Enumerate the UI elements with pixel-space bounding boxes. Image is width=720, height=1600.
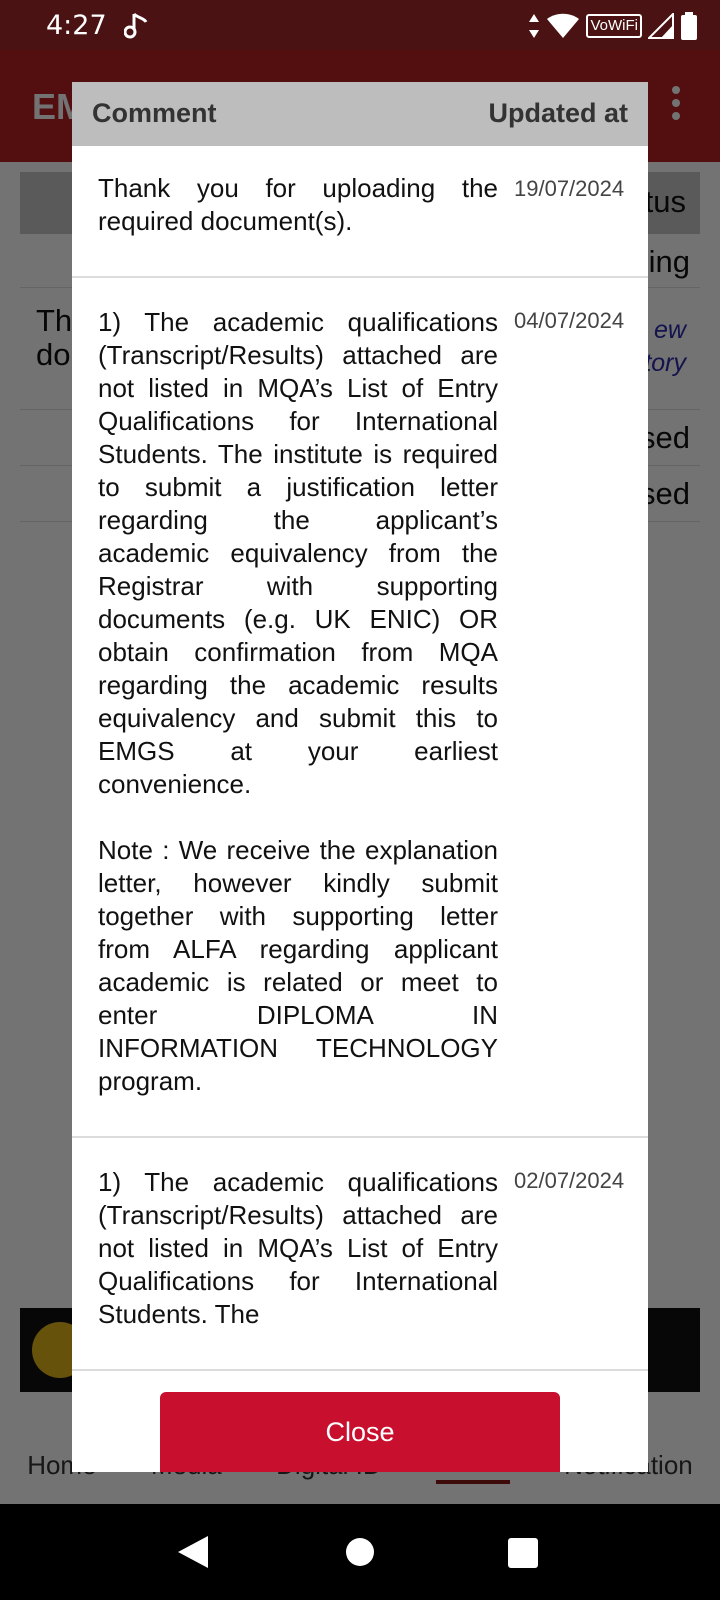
comment-row bbox=[72, 278, 648, 1138]
wifi-icon bbox=[546, 13, 580, 39]
comment-list[interactable] bbox=[72, 146, 648, 1434]
status-time: 4:27 bbox=[46, 10, 107, 41]
status-bar bbox=[0, 0, 720, 50]
system-navigation-bar bbox=[0, 1504, 720, 1600]
signal-icon bbox=[648, 13, 674, 39]
comment-date: 19/07/2024 bbox=[514, 176, 625, 201]
comment-column-header: Comment bbox=[92, 98, 217, 128]
comment-date: 04/07/2024 bbox=[514, 308, 625, 333]
comment-row bbox=[72, 1138, 648, 1371]
close-button[interactable]: Close bbox=[160, 1392, 560, 1472]
home-icon[interactable] bbox=[346, 1538, 374, 1566]
comment-text: 1) The academic qualifications (Transcript/Results) attached are not listed in MQA’s List of Entry Qualifications for International Students. The bbox=[98, 1167, 498, 1329]
music-note-icon bbox=[124, 12, 150, 40]
comment-history-dialog bbox=[72, 82, 648, 1472]
updated-at-column-header: Updated at bbox=[488, 98, 628, 128]
back-icon[interactable] bbox=[176, 1535, 210, 1569]
data-arrows-icon bbox=[528, 13, 540, 39]
comment-text: 1) The academic qualifications (Transcript/Results) attached are not listed in MQA’s List of Entry Qualifications for International Students. The institute is required to submit a justification letter regarding the applicant’s academic equivalency from the Registrar with supporting documents (e.g. UK ENIC) OR obtain confirmation from MQA regarding the academic results equivalency and submit this to EMGS at your earliest convenience. Note : We receive the explanation letter, however kindly submit together with supporting letter from ALFA regarding applicant academic is related or meet to enter DIPLOMA IN INFORMATION TECHNOLOGY program. bbox=[98, 307, 498, 1096]
battery-icon bbox=[680, 12, 698, 40]
comment-text: Thank you for uploading the required document(s). bbox=[98, 173, 498, 236]
vowifi-badge: VoWiFi bbox=[586, 14, 642, 38]
comment-date: 02/07/2024 bbox=[514, 1168, 625, 1193]
comment-row bbox=[72, 146, 648, 278]
dialog-header bbox=[72, 82, 648, 146]
recent-apps-icon[interactable] bbox=[508, 1538, 538, 1568]
